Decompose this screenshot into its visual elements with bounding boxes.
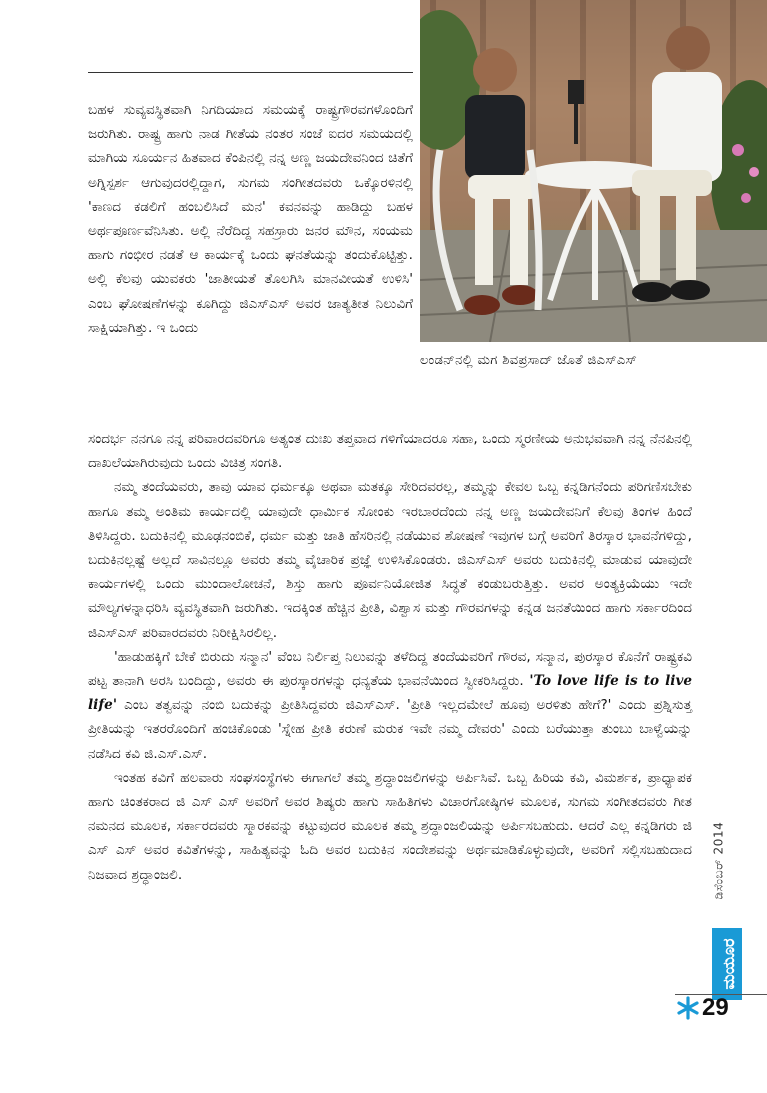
body-paragraph bbox=[88, 645, 692, 766]
garden-photo bbox=[420, 0, 767, 342]
paragraph-text: ಎಂಬ ತತ್ವವನ್ನು ನಂಬಿ ಬದುಕನ್ನು ಪ್ರೀತಿಸಿದ್ದವರು ಜಿಎಸ್‌ಎಸ್. 'ಪ್ರೀತಿ ಇಲ್ಲದಮೇಲೆ ಹೂವು ಅರಳಿತು ಹೇಗೆ?' ಎಂದು ಪ್ರಶ್ನಿಸುತ್ತ ಪ್ರೀತಿಯನ್ನು ಇತರರೊಂದಿಗೆ ಹಂಚಿಕೊಂಡು 'ಸ್ನೇಹ ಪ್ರೀತಿ ಕರುಣೆ ಮರುಕ ಇವೇ ನಮ್ಮ ದೇವರು' ಎಂದು ಬರೆಯುತ್ತಾ ತುಂಬು ಬಾಳ್ವೆಯನ್ನು ನಡೆಸಿದ ಕವಿ ಜಿ.ಎಸ್.ಎಸ್. bbox=[88, 697, 692, 762]
issue-date-text: ಡಿಸೆಂಬರ್ 2014 bbox=[711, 821, 726, 899]
magazine-logo bbox=[712, 928, 742, 1000]
full-text-column bbox=[88, 427, 692, 887]
magazine-logo-text: ಮಯೂರ bbox=[719, 938, 738, 990]
photo-caption: ಲಂಡನ್‌ನಲ್ಲಿ ಮಗ ಶಿವಪ್ರಸಾದ್ ಜೊತೆ ಜಿಎಸ್‌ಎಸ್ bbox=[420, 353, 638, 368]
body-paragraph: ಸಂದರ್ಭ ನನಗೂ ನನ್ನ ಪರಿವಾರದವರಿಗೂ ಅತ್ಯಂತ ದುಃಖ ತಪ್ತವಾದ ಗಳಿಗೆಯಾದರೂ ಸಹಾ, ಒಂದು ಸ್ಮರಣೀಯ ಅನುಭವವಾಗಿ ನನ್ನ ನೆನಪಿನಲ್ಲಿ ದಾಖಲೆಯಾಗಿರುವುದು ಒಂದು ವಿಚಿತ್ರ ಸಂಗತಿ. bbox=[88, 431, 692, 472]
issue-date bbox=[704, 790, 734, 930]
body-paragraph: ಬಹಳ ಸುವ್ಯವಸ್ಥಿತವಾಗಿ ನಿಗದಿಯಾದ ಸಮಯಕ್ಕೆ ರಾಷ್ಟ್ರಗೌರವಗಳೊಂದಿಗೆ ಜರುಗಿತು. ರಾಷ್ಟ್ರ ಹಾಗು ನಾಡ ಗೀತೆಯ ನಂತರ ಸಂಜೆ ಐದರ ಸಮಯದಲ್ಲಿ ಮಾಗಿಯ ಸೂರ್ಯನ ಹಿತವಾದ ಕೆಂಪಿನಲ್ಲಿ ನನ್ನ ಅಣ್ಣ ಜಯದೇವನಿಂದ ಚಿತೆಗೆ ಅಗ್ನಿಸ್ಪರ್ಶ ಆಗುವುದರಲ್ಲಿದ್ದಾಗ, ಸುಗಮ ಸಂಗೀತದವರು ಒಕ್ಕೊರಳಿನಲ್ಲಿ 'ಕಾಣದ ಕಡಲಿಗೆ ಹಂಬಲಿಸಿದೆ ಮನ' ಕವನವನ್ನು ಹಾಡಿದ್ದು ಬಹಳ ಅರ್ಥಪೂರ್ಣವೆನಿಸಿತು. ಅಲ್ಲಿ ನೆರೆದಿದ್ದ ಸಹಸ್ರಾರು ಜನರ ಮೌನ, ಸಂಯಮ ಹಾಗು ಗಂಭೀರ ನಡತೆ ಆ ಕಾರ್ಯಕ್ಕೆ ಒಂದು ಘನತೆಯನ್ನು ತಂದುಕೊಟ್ಟಿತ್ತು. ಅಲ್ಲಿ ಕೆಲವು ಯುವಕರು 'ಜಾತೀಯತೆ ತೊಲಗಿಸಿ ಮಾನವೀಯತೆ ಉಳಿಸಿ' ಎಂಬ ಘೋಷಣೆಗಳನ್ನು ಕೂಗಿದ್ದು ಜಿಎಸ್‌ಎಸ್ ಅವರ ಜಾತ್ಯತೀತ ನಿಲುವಿಗೆ ಸಾಕ್ಷಿಯಾಗಿತ್ತು. ಇ ಒಂದು bbox=[88, 102, 413, 336]
body-paragraph: ನಮ್ಮ ತಂದೆಯವರು, ತಾವು ಯಾವ ಧರ್ಮಕ್ಕೂ ಅಥವಾ ಮತಕ್ಕೂ ಸೇರಿದವರಲ್ಲ, ತಮ್ಮನ್ನು ಕೇವಲ ಒಬ್ಬ ಕನ್ನಡಿಗನೆಂದು ಪರಿಗಣಿಸಬೇಕು ಹಾಗೂ ತಮ್ಮ ಅಂತಿಮ ಕಾರ್ಯದಲ್ಲಿ ಯಾವುದೇ ಧಾರ್ಮಿಕ ಸೋಂಕು ಇರಬಾರದೆಂದು ನನ್ನ ಅಣ್ಣ ಜಯದೇವನಿಗೆ ಕೆಲವು ತಿಂಗಳ ಹಿಂದೆ ತಿಳಿಸಿದ್ದರು. ಬದುಕಿನಲ್ಲಿ ಮೂಢನಂಬಿಕೆ, ಧರ್ಮ ಮತ್ತು ಜಾತಿ ಹೆಸರಿನಲ್ಲಿ ನಡೆಯುವ ಶೋಷಣೆ ಇವುಗಳ ಬಗ್ಗೆ ಅವರಿಗೆ ತಿರಸ್ಕಾರ ಭಾವನೆಗಳಿದ್ದು, ಬದುಕಿನಲ್ಲಷ್ಟೆ ಅಲ್ಲದೆ ಸಾವಿನಲ್ಲೂ ಅವರು ತಮ್ಮ ವೈಚಾರಿಕ ಪ್ರಜ್ಞೆ ಉಳಿಸಿಕೊಂಡರು. ಜಿಎಸ್‌ಎಸ್ ಅವರು ಬದುಕಿನಲ್ಲಿ ಮಾಡುವ ಯಾವುದೇ ಕಾರ್ಯಗಳಲ್ಲಿ ಒಂದು ಮುಂದಾಲೋಚನೆ, ಶಿಸ್ತು ಹಾಗು ಪೂರ್ವನಿಯೋಜಿತ ಸಿದ್ಧತೆ ಕಂಡುಬರುತ್ತಿತ್ತು. ಅವರ ಅಂತ್ಯಕ್ರಿಯೆಯು ಇದೇ ಮೌಲ್ಯಗಳನ್ನಾಧರಿಸಿ ವ್ಯವಸ್ಥಿತವಾಗಿ ಜರುಗಿತು. ಇದಕ್ಕಿಂತ ಹೆಚ್ಚಿನ ಪ್ರೀತಿ, ವಿಶ್ವಾಸ ಮತ್ತು ಗೌರವಗಳನ್ನು ಕನ್ನಡ ಜನತೆಯಿಂದ ಹಾಗು ಸರ್ಕಾರದಿಂದ ಜಿಎಸ್‌ಎಸ್ ಪರಿವಾರದವರು ನಿರೀಕ್ಷಿಸಿರಲಿಲ್ಲ. bbox=[88, 479, 692, 641]
top-rule bbox=[88, 72, 413, 73]
body-paragraph: ಇಂತಹ ಕವಿಗೆ ಹಲವಾರು ಸಂಘಸಂಸ್ಥೆಗಳು ಈಗಾಗಲೆ ತಮ್ಮ ಶ್ರದ್ಧಾಂಜಲಿಗಳನ್ನು ಅರ್ಪಿಸಿವೆ. ಒಬ್ಬ ಹಿರಿಯ ಕವಿ, ವಿಮರ್ಶಕ, ಪ್ರಾಧ್ಯಾಪಕ ಹಾಗು ಚಿಂತಕರಾದ ಜಿ ಎಸ್ ಎಸ್ ಅವರಿಗೆ ಅವರ ಶಿಷ್ಯರು ಹಾಗು ಸಾಹಿತಿಗಳು ವಿಚಾರಗೋಷ್ಠಿಗಳ ಮೂಲಕ, ಸುಗಮ ಸಂಗೀತದವರು ಗೀತ ನಮನದ ಮೂಲಕ, ಸರ್ಕಾರದವರು ಸ್ಮಾರಕವನ್ನು ಕಟ್ಟುವುದರ ಮೂಲಕ ತಮ್ಮ ಶ್ರದ್ಧಾಂಜಲಿಯನ್ನು ಅರ್ಪಿಸಬಹುದು. ಆದರೆ ಎಲ್ಲ ಕನ್ನಡಿಗರು ಜಿ ಎಸ್ ಎಸ್ ಅವರ ಕವಿತೆಗಳನ್ನು, ಸಾಹಿತ್ಯವನ್ನು ಓದಿ ಅವರ ಬದುಕಿನ ಸಂದೇಶವನ್ನು ಅರ್ಥಮಾಡಿಕೊಳ್ಳುವುದೇ, ಅವರಿಗೆ ಸಲ್ಲಿಸಬಹುದಾದ ನಿಜವಾದ ಶ್ರದ್ಧಾಂಜಲಿ. bbox=[88, 769, 692, 883]
page-number: 29 bbox=[702, 994, 729, 1021]
narrow-text-column bbox=[88, 98, 413, 340]
garden-photo-illustration bbox=[420, 0, 767, 342]
paragraph-text: 'ಹಾಡುಹಕ್ಕಿಗೆ ಬೇಕೆ ಬಿರುದು ಸನ್ಮಾನ' ವೆಂಬ ನಿರ್ಲಿಪ್ತ ನಿಲುವನ್ನು ತಳೆದಿದ್ದ ತಂದೆಯವರಿಗೆ ಗೌರವ, ಸನ್ಮಾನ, ಪುರಸ್ಕಾರ ಕೊನೆಗೆ ರಾಷ್ಟ್ರಕವಿ ಪಟ್ಟ ತಾನಾಗಿ ಅರಸಿ ಬಂದಿದ್ದು, ಅವರು ಈ ಪುರಸ್ಕಾರಗಳನ್ನು ಧನ್ಯತೆಯ ಭಾವನೆಯಿಂದ ಸ್ವೀಕರಿಸಿದ್ದರು. bbox=[88, 648, 692, 690]
asterisk-icon bbox=[676, 996, 700, 1020]
english-quote: 'To love life is to live life' bbox=[88, 673, 692, 714]
